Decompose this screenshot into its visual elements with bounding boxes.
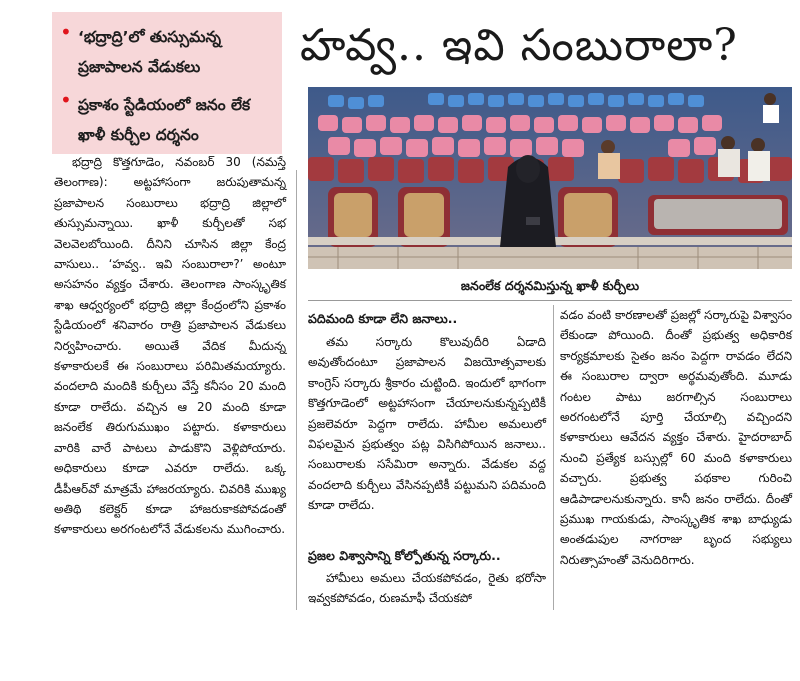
column2-paragraph-2: హామీలు అమలు చేయకపోవడం, రైతు భరోసా ఇవ్వకపోవడం, రుణమాఫీ చేయకపో (308, 571, 546, 606)
column1-paragraph: భద్రాద్రి కొత్తగూడెం, నవంబర్ 30 (నమస్తే తెలంగాణ): అట్టహాసంగా జరుపుతామన్న ప్రజాపాలన సంబురాలు భద్రాద్రి జిల్లాలో తుస్సుమన్నాయి. ఖాళీ కుర్చీలతో సభ వెలవెలబోయింది. దీనిని చూసిన జిల్లా కేంద్ర వాసులు.. ‘హవ్వ.. ఇవి సంబురాలా?’ అంటూ అసహనం వ్యక్తం చేశారు. తెలంగాణ సాంస్కృతిక శాఖ ఆధ్వర్యంలో భద్రాద్రి జిల్లా కేంద్రంలోని ప్రకాశం స్టేడియంలో శనివారం రాత్రి ప్రజాపాలన వేడుకలు నిర్వహించారు. అయితే వేదిక మీదున్న కళాకారులకే ఈ సంబురాలు పరిమితమయ్యారు. వందలాది మందికి కుర్చీలు వేస్తే కనీసం 20 మంది కూడా రాలేదు. వచ్చిన ఆ 20 మంది కూడా జనంలేక తిరుగుముఖం పట్టారు. కళాకారులు వారికి వారే పాటలు పాడుకొని వెళ్లిపోయారు. అధికారులు కూడా ఎవరూ రాలేదు. ఒక్క డీపీఆర్‌వో మాత్రమే హాజరయ్యారు. చివరికి ముఖ్య అతిథి కలెక్టర్ కూడా హాజరుకాకపోవడంతో కళాకారులు అరగంటలోనే వేడుకలను ముగించారు. (54, 155, 286, 537)
headline: హవ్వ.. ఇవి సంబురాలా? (300, 20, 738, 71)
column3-paragraph: వడం వంటి కారణాలతో ప్రజల్లో సర్కారుపై విశ్వాసం లేకుండా పోయింది. దీంతో ప్రభుత్వ అధికారిక కార్యక్రమాలకు సైతం జనం పెద్దగా రావడం లేదని ఈ సంబురాల ద్వారా అర్థమవుతోంది. మూడు గంటల పాటు జరగాల్సిన సంబురాలు అరగంటలోనే పూర్తి చేయాల్సి వచ్చిందని కళాకారులు ఆవేదన వ్యక్తం చేశారు. హైదరాబాద్ నుంచి ప్రత్యేక బస్సుల్లో 60 మంది కళాకారులు వచ్చారు. ప్రభుత్వ పథకాల గురించి ఆడిపాడాలనుకున్నారు. కానీ జనం రాలేదు. దీంతో ప్రముఖ గాయకుడు, సాంస్కృతిక శాఖ బాధ్యుడు అంతడుపుల నాగరాజు బృంద సభ్యులు నిరుత్సాహంతో వెనుదిరిగారు. (560, 308, 792, 567)
caption-divider (308, 300, 792, 301)
column2-body-1 (308, 332, 546, 516)
column2-paragraph-1: తమ సర్కారు కొలువుదీరి ఏడాది అవుతోందంటూ ప్రజాపాలన విజయోత్సవాలకు కాంగ్రెస్ సర్కారు శ్రీకారం చుట్టింది. ఇందులో భాగంగా కొత్తగూడెంలో అట్టహాసంగా చేయాలనుకున్నప్పటికీ ప్రజలెవరూ పెద్దగా రాలేదు. హామీల అమలులో విఫలమైన ప్రభుత్వం పట్ల విసిగిపోయిన జనాలు.. సంబురాలకు ససేమిరా అన్నారు. వేడుకల వద్ద వందలాది కుర్చీలు వేసినప్పటికీ పట్టుమని పదిమంది కూడా రాలేదు. (308, 335, 546, 513)
bullet-icon: • (60, 20, 72, 44)
highlight-item-1 (60, 22, 278, 82)
news-photo (308, 87, 792, 269)
column2-body-2 (308, 568, 546, 609)
highlight-item-2 (60, 90, 278, 150)
column2-subheading-2: ప్రజల విశ్వాసాన్ని కోల్పోతున్న సర్కారు.. (308, 548, 501, 563)
photo-caption: జనంలేక దర్శనమిస్తున్న ఖాళీ కుర్చీలు (460, 278, 640, 293)
bullet-icon: • (60, 88, 72, 112)
article-column-3 (560, 305, 792, 570)
empty-chairs-photo (308, 87, 792, 269)
column-divider-1 (296, 170, 297, 610)
highlight-text-2: ప్రకాశం స్టేడియంలో జనం లేక ఖాళీ కుర్చీల దర్శనం (78, 96, 251, 144)
article-column-1 (54, 152, 286, 540)
column2-subheading-1: పదిమంది కూడా లేని జనాలు.. (308, 311, 458, 326)
highlight-text-1: ‘భద్రాద్రి’లో తుస్సుమన్న ప్రజాపాలన వేడుకలు (78, 28, 221, 76)
highlights-box (52, 12, 282, 154)
column-divider-2 (553, 305, 554, 610)
